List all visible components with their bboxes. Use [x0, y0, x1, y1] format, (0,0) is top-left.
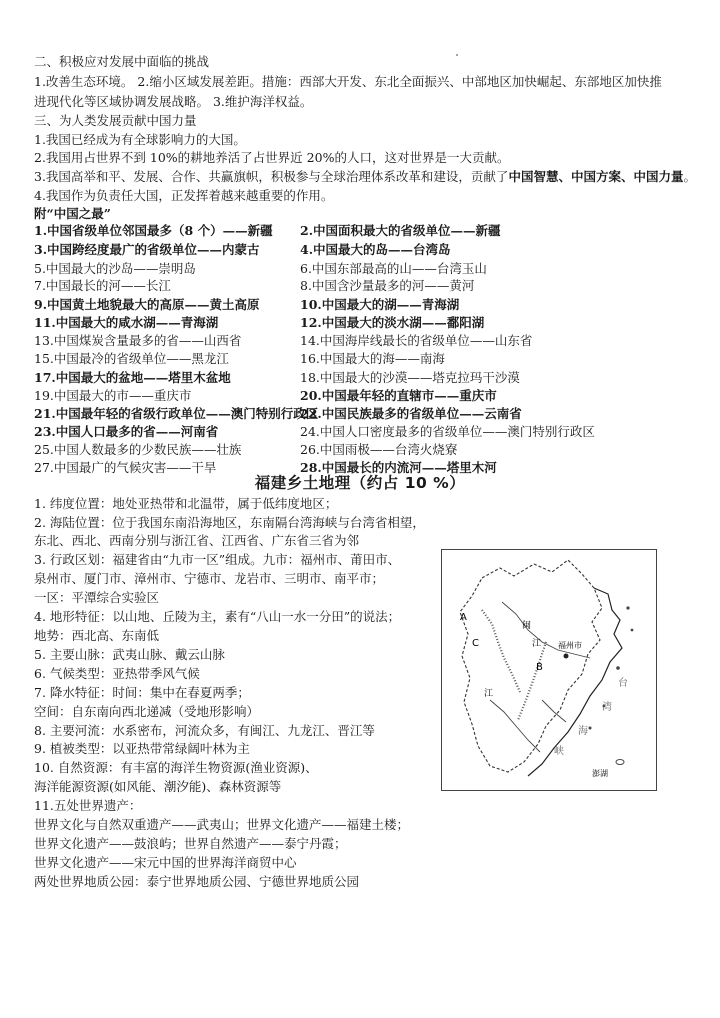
fujian-line: 世界文化与自然双重遗产——武夷山；世界文化遗产——福建土楼； [34, 817, 410, 832]
section2-heading: 二、积极应对发展中面临的挑战 [34, 54, 210, 69]
section2-paragraph: 1.改善生态环境。 2.缩小区域发展差距。措施：西部大开发、东北全面振兴、中部地区加快崛起、东部地区加快推 [34, 74, 662, 89]
map-label-c: C [472, 638, 479, 649]
fujian-line: 4. 地形特征：以山地、丘陵为主，素有“八山一水一分田”的说法； [34, 609, 401, 624]
zhizui-item: 27.中国最广的气候灾害——干旱 [34, 460, 217, 475]
zhizui-item: 9.中国黄土地貌最大的高原——黄土高原 [34, 297, 260, 312]
fujian-line: 海洋能源资源(如风能、潮汐能)、森林资源等 [34, 779, 282, 794]
zhizui-item: 24.中国人口密度最多的省级单位——澳门特别行政区 [300, 424, 595, 439]
fujian-line: 地势：西北高、东南低 [34, 628, 160, 643]
island [616, 666, 620, 670]
penghu-island [616, 760, 624, 765]
jiulongjiang-river [490, 700, 540, 752]
map-label-a: A [460, 612, 467, 623]
wuyi-mountain-range [482, 610, 520, 692]
zhizui-item: 28.中国最长的内流河——塔里木河 [300, 460, 497, 475]
scan-speck [456, 54, 458, 56]
section3-item: 1.我国已经成为有全球影响力的大国。 [34, 132, 246, 147]
fujian-map-svg [442, 550, 656, 790]
fujian-line: 1. 纬度位置：地处亚热带和北温带，属于低纬度地区； [34, 496, 338, 511]
section2-paragraph-cont: 进现代化等区域协调发展战略。 3.维护海洋权益。 [34, 94, 313, 109]
fujian-line: 两处世界地质公园：泰宁世界地质公园、宁德世界地质公园 [34, 874, 360, 889]
fujian-line: 10. 自然资源：有丰富的海洋生物资源(渔业资源)、 [34, 760, 318, 775]
fujian-line: 2. 海陆位置：位于我国东南沿海地区，东南隔台湾海峡与台湾省相望， [34, 515, 425, 530]
map-label-penghu: 澎湖 [592, 769, 608, 778]
item3-suffix: 。 [683, 169, 696, 184]
item3-bold-text: 中国智慧、中国方案、中国力量 [508, 169, 684, 184]
fujian-line: 东北、西北、西南分别与浙江省、江西省、广东省三省为邻 [34, 533, 360, 548]
zhizui-item: 23.中国人口最多的省——河南省 [34, 424, 219, 439]
zhizui-item: 2.中国面积最大的省级单位——新疆 [300, 223, 501, 238]
daiyun-mountain-range [518, 642, 546, 720]
zhizui-item: 16.中国最大的海——南海 [300, 351, 445, 366]
fujian-line: 泉州市、厦门市、漳州市、宁德市、龙岩市、三明市、南平市； [34, 571, 385, 586]
fuzhou-city-marker [564, 654, 569, 659]
map-label-river: 江 [484, 689, 494, 699]
zhizui-item: 10.中国最大的湖——青海湖 [300, 297, 460, 312]
zhizui-item: 8.中国含沙量最多的河——黄河 [300, 278, 475, 293]
zhizui-item: 3.中国跨经度最广的省级单位——内蒙古 [34, 242, 260, 257]
zhizui-item: 7.中国最长的河——长江 [34, 278, 171, 293]
map-label-fuzhou: 福州市 [558, 641, 582, 650]
fujian-line: 3. 行政区划：福建省由“九市一区”组成。九市：福州市、莆田市、 [34, 552, 401, 567]
map-label-sea: 湾 [602, 702, 612, 713]
section3-item: 2.我国用占世界不到 10%的耕地养活了占世界近 20%的人口，这对世界是一大贡献。 [34, 150, 510, 165]
zhizui-item: 19.中国最大的市——重庆市 [34, 388, 192, 403]
map-label-b: B [536, 662, 543, 673]
map-label-sea: 峡 [554, 746, 564, 757]
zhizui-heading: 附“中国之最” [34, 206, 111, 221]
fujian-title: 福建乡土地理（约占 10 %） [254, 474, 466, 492]
island [626, 606, 629, 609]
zhizui-item: 1.中国省级单位邻国最多（8 个）——新疆 [34, 223, 273, 238]
zhizui-item: 6.中国东部最高的山——台湾玉山 [300, 261, 487, 276]
section3-heading: 三、为人类发展贡献中国力量 [34, 113, 197, 128]
fujian-line: 6. 气候类型：亚热带季风气候 [34, 666, 200, 681]
zhizui-item: 18.中国最大的沙漠——塔克拉玛干沙漠 [300, 370, 520, 385]
zhizui-item: 12.中国最大的淡水湖——鄱阳湖 [300, 315, 485, 330]
zhizui-item: 17.中国最大的盆地——塔里木盆地 [34, 370, 231, 385]
zhizui-item: 21.中国最年轻的省级行政单位——澳门特别行政区 [34, 406, 319, 421]
zhizui-item: 4.中国最大的岛——台湾岛 [300, 242, 451, 257]
fujian-line: 11.五处世界遗产： [34, 798, 142, 813]
zhizui-item: 20.中国最年轻的直辖市——重庆市 [300, 388, 497, 403]
section3-item-3 [34, 168, 696, 185]
fujian-map [441, 549, 657, 791]
fujian-line: 8. 主要河流：水系密布，河流众多，有闽江、九龙江、晋江等 [34, 723, 375, 738]
fujian-line: 7. 降水特征：时间：集中在春夏两季； [34, 685, 250, 700]
zhizui-item: 11.中国最大的咸水湖——青海湖 [34, 315, 219, 330]
zhizui-item: 22.中国民族最多的省级单位——云南省 [300, 406, 522, 421]
map-label-sea: 海 [578, 726, 588, 737]
zhizui-item: 14.中国海岸线最长的省级单位——山东省 [300, 333, 533, 348]
section3-item: 4.我国作为负责任大国，正发挥着越来越重要的作用。 [34, 188, 334, 203]
map-label-sea: 台 [618, 678, 628, 689]
zhizui-item: 13.中国煤炭含量最多的省——山西省 [34, 333, 242, 348]
zhizui-item: 5.中国最大的沙岛——崇明岛 [34, 261, 196, 276]
map-label-river: 闽 [522, 621, 532, 631]
item3-text: 3.我国高举和平、发展、合作、共赢旗帜，积极参与全球治理体系改革和建设，贡献了 [34, 169, 509, 184]
zhizui-item: 25.中国人数最多的少数民族——壮族 [34, 442, 242, 457]
fujian-line: 9. 植被类型：以亚热带常绿阔叶林为主 [34, 741, 250, 756]
island [631, 629, 634, 632]
fujian-line: 空间：自东南向西北递减（受地形影响） [34, 704, 260, 719]
fujian-line: 世界文化遗产——鼓浪屿；世界自然遗产——泰宁丹霞； [34, 836, 347, 851]
province-boundary [460, 560, 602, 772]
fujian-line: 5. 主要山脉：武夷山脉、戴云山脉 [34, 647, 225, 662]
map-label-river: 江 [532, 639, 542, 649]
zhizui-item: 15.中国最冷的省级单位——黑龙江 [34, 351, 229, 366]
fujian-line: 一区：平潭综合实验区 [34, 590, 160, 605]
fujian-line: 世界文化遗产——宋元中国的世界海洋商贸中心 [34, 855, 297, 870]
island [589, 727, 592, 730]
zhizui-item: 26.中国雨极——台湾火烧寮 [300, 442, 458, 457]
